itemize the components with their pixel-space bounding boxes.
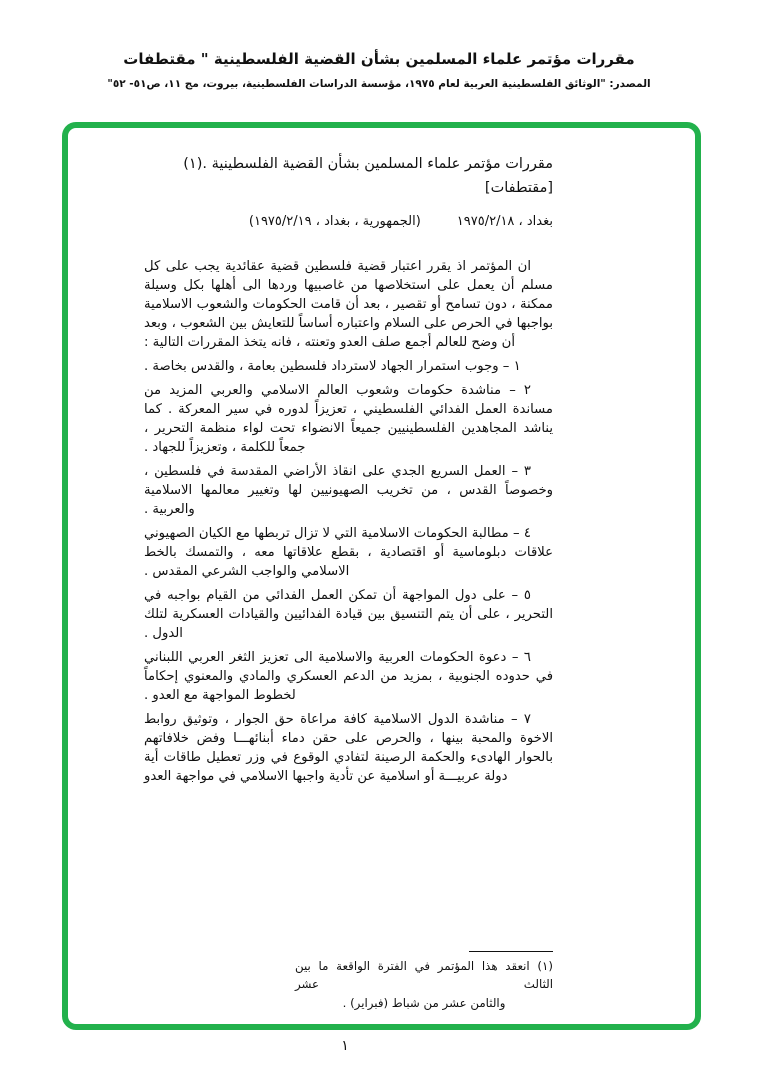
page-number: ١ (341, 1038, 349, 1054)
dateline-publication: (الجمهورية ، بغداد ، ١٩٧٥/٢/١٩) (248, 214, 421, 229)
footnote-separator-rule (469, 951, 553, 952)
document-title: مقررات مؤتمر علماء المسلمين بشأن القضية الفلسطينية .(١) (183, 156, 553, 172)
resolution-item-7: ٧ – مناشدة الدول الاسلامية كافة مراعاة حق الجوار ، وتوثيق روابط الاخوة والمحبة بينها ، والحرص على حقن دماء أبنائهـــا وفض خلافاتهم بالحوار الهادىء والحكمة الرصينة لتفادي الوقوع في وزر تعطيل طاقات أية دولة عربيـــة أو اسلامية عن تأدية واجبها الاسلامي في مواجهة العدو (144, 712, 553, 784)
dateline-place-date: بغداد ، ١٩٧٥/٢/١٨ (456, 214, 553, 229)
resolution-item-3: ٣ – العمل السريع الجدي على انقاذ الأراضي المقدسة في فلسطين ، وخصوصاً القدس ، من تخريب الصهيونيين لها وتغيير معالمها الاسلامية والعربية . (144, 464, 553, 517)
dateline (144, 214, 553, 229)
footnote (295, 951, 553, 1013)
footnote-text-line1: (١) انعقد هذا المؤتمر في الفترة الواقعة ما بين الثالث عشر (295, 958, 553, 991)
intro-paragraph: ان المؤتمر اذ يقرر اعتبار قضية فلسطين قضية عقائدية يجب على كل مسلم أن يعمل على استخلاصها من غاصبيها وردها الى أهلها بكل وسيلة ممكنة ، دون تسامح أو تقصير ، بعد أن قامت الحكومات والشعوب الاسلامية بواجبها في الحرص على السلام واعتباره أساساً للتعايش بين الشعوب ، وبعد أن وضح للعالم أجمع صلف العدو وتعنته ، فانه يتخذ المقررات التالية : (144, 259, 553, 350)
resolution-item-6: ٦ – دعوة الحكومات العربية والاسلامية الى تعزيز الثغر العربي اللبناني في حدوده الجنوبية ، بمزيد من الدعم العسكري والمادي والمعنوي إحكاماً لخطوط المواجهة مع العدو . (144, 650, 553, 703)
page-title: مقررات مؤتمر علماء المسلمين بشأن القضية الفلسطينية " مقتطفات (123, 50, 635, 68)
resolution-item-1: ١ – وجوب استمرار الجهاد لاسترداد فلسطين بعامة ، والقدس بخاصة . (144, 359, 521, 374)
annotation-highlight-box (62, 122, 701, 1030)
document-subtitle: [مقتطفات] (484, 180, 553, 196)
footnote-text-line2: والثامن عشر من شباط (فبراير) . (342, 995, 506, 1010)
document-body (68, 128, 695, 1024)
resolution-item-5: ٥ – على دول المواجهة أن تمكن العمل الفدائي من القيام بواجبه في التحرير ، على أن يتم التنسيق بين قيادة الفدائيين والقيادات العسكرية لتلك الدول . (144, 588, 553, 641)
source-citation: المصدر: "الوثائق الفلسطينية العربية لعام ١٩٧٥، مؤسسة الدراسات الفلسطينية، بيروت، مج ١١، ص٥١- ٥٢" (107, 78, 651, 90)
resolution-item-2: ٢ – مناشدة حكومات وشعوب العالم الاسلامي والعربي المزيد من مساندة العمل الفدائي الفلسطيني ، تعزيزاً لدوره في سير المعركة . كما يناشد المجاهدين الفلسطينيين جميعاً الانضواء تحت لواء منظمة التحرير ، جمعاً للكلمة ، وتعزيزاً للجهاد . (144, 383, 553, 455)
page-header (0, 50, 758, 90)
resolution-item-4: ٤ – مطالبة الحكومات الاسلامية التي لا تزال تربطها مع الكيان الصهيوني علاقات دبلوماسية أو اقتصادية ، بقطع علاقاتها معه ، والتمسك بالخط الاسلامي والواجب الشرعي المقدس . (144, 526, 553, 579)
